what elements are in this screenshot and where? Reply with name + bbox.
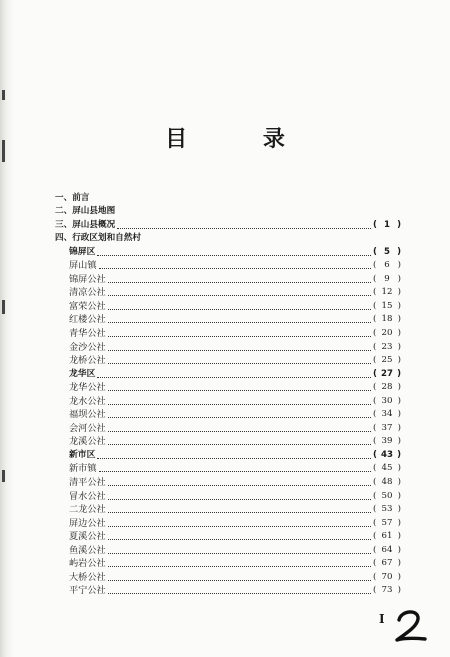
toc-label: 平宁公社 [69,585,106,597]
close-bracket: ) [397,382,401,393]
toc-row [55,244,401,258]
close-bracket: ) [397,300,401,311]
toc-label: 清平公社 [69,477,106,489]
page-number-ref: 39 [381,436,393,447]
open-bracket: ( [373,273,377,284]
close-bracket: ) [397,409,401,420]
page-reference [373,450,401,461]
close-bracket: ) [397,585,401,596]
open-bracket: ( [373,531,377,542]
open-bracket: ( [373,585,377,596]
dot-leader [108,390,371,391]
open-bracket: ( [373,382,377,393]
toc-row [55,204,401,218]
page-number-ref: 73 [381,585,393,596]
close-bracket: ) [397,395,401,406]
toc-label: 福坝公社 [69,409,106,421]
toc-label: 一、前言 [55,192,90,203]
toc-label: 鱼溪公社 [69,544,106,556]
close-bracket: ) [397,558,401,569]
page-reference [373,572,401,583]
toc-row [55,556,401,570]
page-reference [373,545,401,556]
open-bracket: ( [373,436,377,447]
toc-label: 龙溪公社 [69,436,106,448]
toc-label: 屏山镇 [69,260,97,272]
page-number-ref: 12 [381,287,393,298]
dot-leader [108,322,371,323]
toc-row [55,461,401,475]
dot-leader [108,404,371,405]
page-reference [373,382,401,393]
open-bracket: ( [373,449,377,460]
page-reference [373,477,401,488]
open-bracket: ( [373,314,377,325]
dot-leader [108,417,371,418]
toc-label: 红楼公社 [69,314,106,326]
close-bracket: ) [397,422,401,433]
toc-row [55,217,401,231]
toc-row [55,298,401,312]
page-reference [373,328,401,339]
toc-label: 清凉公社 [69,287,106,299]
page-number-ref: 64 [381,544,393,555]
close-bracket: ) [397,355,401,366]
page-reference [373,423,401,434]
toc-row [55,380,401,394]
page-reference [373,491,401,502]
page-reference [373,409,401,420]
page-number-ref: 45 [381,463,393,474]
page-reference [373,436,401,447]
open-bracket: ( [373,260,377,271]
toc-label: 金沙公社 [69,341,106,353]
toc-row [55,488,401,502]
dot-leader [108,499,371,500]
dot-leader [108,485,371,486]
close-bracket: ) [397,273,401,284]
toc-label: 龙华区 [69,368,96,379]
toc-label: 屿岩公社 [69,558,106,570]
close-bracket: ) [397,517,401,528]
toc-row [55,366,401,380]
dot-leader [108,363,371,364]
close-bracket: ) [397,287,401,298]
dot-leader [108,295,371,296]
dot-leader [97,377,371,378]
toc-row [55,569,401,583]
page-reference [373,247,401,258]
close-bracket: ) [397,463,401,474]
page-number-ref: 57 [381,517,393,528]
page-reference [373,355,401,366]
close-bracket: ) [397,531,401,542]
page-number-ref: 18 [381,314,393,325]
page-reference [373,585,401,596]
toc-label: 新市区 [69,449,96,460]
binding-mark [2,90,5,100]
page-title: 目 录 [165,126,319,152]
dot-leader [108,350,371,351]
toc-row [55,271,401,285]
page-number-ref: 1 [384,219,390,230]
toc-label: 屏边公社 [69,517,106,529]
page-number-ref: 27 [381,368,393,379]
close-bracket: ) [397,328,401,339]
open-bracket: ( [373,287,377,298]
page-reference [373,504,401,515]
toc-row [55,285,401,299]
open-bracket: ( [373,368,377,379]
close-bracket: ) [397,314,401,325]
page-reference [373,260,401,271]
close-bracket: ) [397,544,401,555]
page-number-ref: 25 [381,355,393,366]
page-number-ref: 37 [381,422,393,433]
toc-label: 会河公社 [69,422,106,434]
toc-label: 龙华公社 [69,382,106,394]
page-number-ref: 30 [381,395,393,406]
toc-label: 夏溪公社 [69,531,106,543]
page-reference [373,301,401,312]
open-bracket: ( [373,558,377,569]
toc-label: 四、行政区划和自然村 [55,233,141,244]
toc-row [55,258,401,272]
open-bracket: ( [373,328,377,339]
toc-row [55,420,401,434]
close-bracket: ) [397,571,401,582]
dot-leader [108,593,371,594]
toc-row [55,515,401,529]
close-bracket: ) [397,368,401,379]
open-bracket: ( [373,219,377,230]
dot-leader [108,566,371,567]
toc-row [55,529,401,543]
close-bracket: ) [397,436,401,447]
page-number-ref: 34 [381,409,393,420]
page-reference [373,396,401,407]
close-bracket: ) [397,341,401,352]
toc-row [55,502,401,516]
toc-label: 锦屏区 [69,246,96,257]
close-bracket: ) [397,504,401,515]
toc-label: 冒水公社 [69,490,106,502]
toc-row [55,434,401,448]
page-reference [373,463,401,474]
close-bracket: ) [397,477,401,488]
dot-leader [108,336,371,337]
toc-row [55,474,401,488]
page-number-ref: 6 [384,260,390,271]
close-bracket: ) [397,449,401,460]
toc-row [55,447,401,461]
page-number-ref: 15 [381,300,393,311]
dot-leader [108,553,371,554]
dot-leader [108,444,371,445]
toc-label: 大桥公社 [69,571,106,583]
page-number-ref: 5 [384,246,390,257]
toc-row [55,231,401,245]
page-number-ref: 53 [381,504,393,515]
dot-leader [117,228,371,229]
page-reference [373,274,401,285]
toc-row [55,339,401,353]
toc-label: 龙桥公社 [69,355,106,367]
toc-row [55,583,401,597]
open-bracket: ( [373,463,377,474]
dot-leader [97,458,371,459]
close-bracket: ) [397,260,401,271]
toc-label: 二龙公社 [69,504,106,516]
toc-row [55,407,401,421]
page-reference [373,314,401,325]
toc-label: 三、屏山县概况 [55,219,116,230]
page-number-ref: 70 [381,571,393,582]
page-number-ref: 28 [381,382,393,393]
page-reference [373,369,401,380]
close-bracket: ) [397,219,401,230]
dot-leader [108,309,371,310]
table-of-contents [55,190,401,596]
toc-row [55,312,401,326]
dot-leader [108,539,371,540]
toc-label: 新市镇 [69,463,97,475]
toc-label: 富荣公社 [69,300,106,312]
toc-label: 青华公社 [69,328,106,340]
open-bracket: ( [373,504,377,515]
toc-row [55,542,401,556]
page-number-ref: 50 [381,490,393,501]
dot-leader [108,526,371,527]
toc-label: 龙水公社 [69,395,106,407]
open-bracket: ( [373,477,377,488]
binding-mark [2,470,5,482]
page-reference [373,220,401,231]
toc-label: 二、屏山县地图 [55,206,116,217]
open-bracket: ( [373,544,377,555]
page-number: I [379,612,385,626]
open-bracket: ( [373,571,377,582]
page-number-ref: 9 [384,273,390,284]
close-bracket: ) [397,490,401,501]
page-reference [373,531,401,542]
page-number-ref: 20 [381,328,393,339]
toc-row [55,190,401,204]
dot-leader [99,268,371,269]
open-bracket: ( [373,490,377,501]
open-bracket: ( [373,246,377,257]
dot-leader [108,431,371,432]
dot-leader [108,282,371,283]
open-bracket: ( [373,300,377,311]
page-reference [373,518,401,529]
close-bracket: ) [397,246,401,257]
toc-label: 锦屏公社 [69,273,106,285]
open-bracket: ( [373,517,377,528]
dot-leader [97,255,371,256]
toc-row [55,393,401,407]
open-bracket: ( [373,422,377,433]
dot-leader [108,512,371,513]
page-number-ref: 23 [381,341,393,352]
binding-edge [0,0,14,657]
handwritten-mark [392,607,428,649]
binding-mark [2,300,5,314]
open-bracket: ( [373,341,377,352]
toc-row [55,325,401,339]
dot-leader [108,580,371,581]
open-bracket: ( [373,355,377,366]
page-reference [373,558,401,569]
page-number-ref: 61 [381,531,393,542]
dot-leader [99,471,371,472]
page-number-ref: 48 [381,477,393,488]
open-bracket: ( [373,395,377,406]
page-reference [373,342,401,353]
page-number-ref: 67 [381,558,393,569]
page-reference [373,287,401,298]
page-number-ref: 43 [381,449,393,460]
toc-row [55,353,401,367]
open-bracket: ( [373,409,377,420]
